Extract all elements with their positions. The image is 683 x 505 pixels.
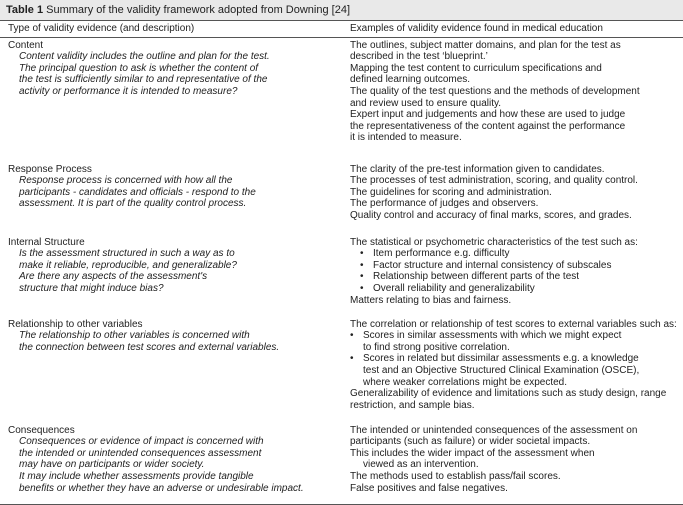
validity-table: [0, 20, 683, 505]
evidence: The statistical or psychometric characteristics of the test such as: • Item performance e.g. difficulty • Factor structure and internal consistency of subscales • Relationship between different parts of the test • Overall reliability and generalizability Matters relating to bias and fairness.: [340, 237, 683, 317]
bullet-icon: •: [360, 282, 364, 294]
list-item: • Overall reliability and generalizability: [360, 282, 535, 294]
description: Content validity includes the outline and plan for the test. The principal question to ask is whether the content of the test is sufficiently similar to and representative of the activity or performance it is intended to measure?: [19, 51, 270, 97]
bullet-icon: •: [350, 330, 354, 342]
description: Response process is concerned with how all the participants - candidates and officials - respond to the assessment. It is part of the quality control process.: [19, 175, 256, 210]
description: The relationship to other variables is concerned with the connection between test scores and external variables.: [19, 330, 280, 353]
list-item: • Scores in related but dissimilar assessments e.g. a knowledge: [350, 353, 639, 365]
bullet-icon: •: [350, 353, 354, 365]
bullet-icon: •: [360, 259, 364, 271]
list-item: • Item performance e.g. difficulty: [360, 248, 510, 260]
category-relationship: Relationship to other variables: [8, 318, 143, 330]
list-item: • Relationship between different parts of the test: [360, 271, 580, 283]
bullet-icon: •: [360, 271, 364, 283]
evidence: The intended or unintended consequences of the assessment on participants (such as failure) or wider societal impacts. This includes the wider impact of the assessment when viewed as an intervention. The methods used to establish pass/fail scores. False positives and false negatives.: [350, 424, 638, 494]
table-row: [0, 423, 683, 505]
table-title: Summary of the validity framework adopted from Downing [24]: [43, 4, 351, 16]
table-label: Table 1: [6, 4, 44, 16]
table-row: [0, 162, 683, 235]
evidence: The correlation or relationship of test scores to external variables such as: • Scores in similar assessments with which we might expect to find strong positive correlation. • Scores in related but dissimilar assessments e.g. a knowledge test and an Objective Structured Clinical Examination (OSCE), where weaker correlations might be expected. Generalizability of evidence and limitations such as study design, range restriction, and sample bias.: [340, 319, 683, 423]
description: Consequences or evidence of impact is concerned with the intended or unintended consequences assessment may have on participants or wider society. It may include whether assessments provide tangible benefits or whether they have an adverse or undesirable impact.: [19, 436, 304, 494]
description: Is the assessment structured in such a way as to make it reliable, reproducible, and generalizable? Are there any aspects of the assessment's structure that might induce bias?: [19, 248, 237, 294]
category-response-process: Response Process: [8, 163, 92, 175]
evidence: The clarity of the pre-test information given to candidates. The processes of test administration, scoring, and quality control. The guidelines for scoring and administration. The performance of judges and observers. Quality control and accuracy of final marks, scores, and grades.: [350, 163, 638, 221]
category-consequences: Consequences: [8, 424, 75, 436]
table-row: [0, 235, 683, 317]
evidence: The outlines, subject matter domains, and plan for the test as described in the test ‘blueprint.’ Mapping the test content to curriculum specifications and defined learning outcomes. The quality of the test questions and the methods of development and review used to ensure quality. Expert input and judgements and how these are used to judge the representativeness of the content against the performance it is intended to measure.: [350, 39, 640, 144]
header-left: Type of validity evidence (and description): [8, 23, 195, 34]
table-row: [0, 38, 683, 162]
category-content: Content: [8, 39, 44, 51]
bullet-icon: •: [360, 248, 364, 260]
header-right: Examples of validity evidence found in medical education: [350, 23, 603, 34]
table-row: [0, 317, 683, 423]
list-item: • Factor structure and internal consistency of subscales: [360, 259, 612, 271]
table-header-row: [0, 20, 683, 38]
category-internal-structure: Internal Structure: [8, 236, 85, 248]
list-item: • Scores in similar assessments with which we might expect: [350, 330, 622, 342]
table-caption: [0, 0, 683, 20]
